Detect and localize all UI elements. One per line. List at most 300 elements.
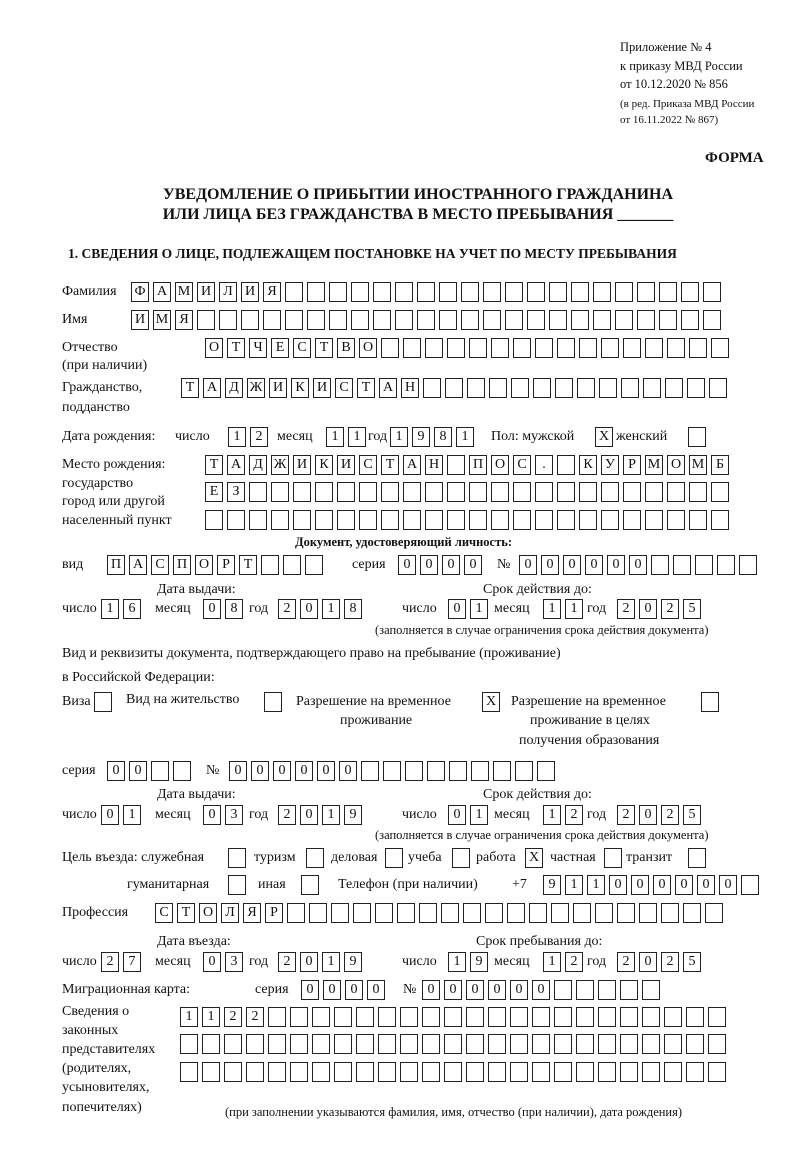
- char-cell[interactable]: И: [269, 378, 287, 398]
- char-cell[interactable]: [417, 310, 435, 330]
- char-cell[interactable]: 0: [444, 980, 462, 1000]
- char-cell[interactable]: [579, 482, 597, 502]
- char-cell[interactable]: [268, 1034, 286, 1054]
- id-kind-cells[interactable]: [107, 555, 323, 575]
- char-cell[interactable]: [447, 455, 465, 475]
- dob-year-cells[interactable]: [390, 427, 474, 447]
- char-cell[interactable]: 5: [683, 805, 701, 825]
- char-cell[interactable]: [577, 378, 595, 398]
- char-cell[interactable]: [637, 310, 655, 330]
- char-cell[interactable]: [667, 338, 685, 358]
- char-cell[interactable]: А: [129, 555, 147, 575]
- char-cell[interactable]: [511, 378, 529, 398]
- char-cell[interactable]: [601, 338, 619, 358]
- char-cell[interactable]: А: [227, 455, 245, 475]
- char-cell[interactable]: [532, 1062, 550, 1082]
- char-cell[interactable]: [94, 692, 112, 712]
- char-cell[interactable]: [709, 378, 727, 398]
- char-cell[interactable]: [576, 1007, 594, 1027]
- char-cell[interactable]: 1: [543, 952, 561, 972]
- char-cell[interactable]: [689, 510, 707, 530]
- char-cell[interactable]: Т: [177, 903, 195, 923]
- char-cell[interactable]: [665, 378, 683, 398]
- char-cell[interactable]: [667, 510, 685, 530]
- right-valid-day-cells[interactable]: [448, 805, 488, 825]
- char-cell[interactable]: 0: [510, 980, 528, 1000]
- id-number-cells[interactable]: [519, 555, 757, 575]
- char-cell[interactable]: [659, 282, 677, 302]
- char-cell[interactable]: [385, 848, 403, 868]
- char-cell[interactable]: О: [359, 338, 377, 358]
- char-cell[interactable]: [708, 1034, 726, 1054]
- char-cell[interactable]: [642, 1007, 660, 1027]
- char-cell[interactable]: [488, 1007, 506, 1027]
- char-cell[interactable]: 1: [448, 952, 466, 972]
- char-cell[interactable]: [554, 1034, 572, 1054]
- char-cell[interactable]: [447, 338, 465, 358]
- char-cell[interactable]: 0: [203, 805, 221, 825]
- char-cell[interactable]: Я: [243, 903, 261, 923]
- char-cell[interactable]: [510, 1034, 528, 1054]
- char-cell[interactable]: [447, 482, 465, 502]
- char-cell[interactable]: 0: [251, 761, 269, 781]
- char-cell[interactable]: [549, 282, 567, 302]
- char-cell[interactable]: 1: [322, 952, 340, 972]
- char-cell[interactable]: [334, 1007, 352, 1027]
- char-cell[interactable]: 0: [300, 952, 318, 972]
- entry-day-cells[interactable]: [101, 952, 141, 972]
- char-cell[interactable]: [620, 1007, 638, 1027]
- char-cell[interactable]: 0: [466, 980, 484, 1000]
- char-cell[interactable]: Т: [227, 338, 245, 358]
- char-cell[interactable]: П: [469, 455, 487, 475]
- char-cell[interactable]: [623, 510, 641, 530]
- char-cell[interactable]: К: [291, 378, 309, 398]
- char-cell[interactable]: [491, 338, 509, 358]
- char-cell[interactable]: [461, 310, 479, 330]
- char-cell[interactable]: 0: [442, 555, 460, 575]
- char-cell[interactable]: Б: [711, 455, 729, 475]
- char-cell[interactable]: [645, 482, 663, 502]
- char-cell[interactable]: 6: [123, 599, 141, 619]
- char-cell[interactable]: [312, 1007, 330, 1027]
- char-cell[interactable]: [271, 510, 289, 530]
- char-cell[interactable]: [469, 338, 487, 358]
- char-cell[interactable]: 1: [228, 427, 246, 447]
- char-cell[interactable]: [425, 510, 443, 530]
- char-cell[interactable]: 0: [420, 555, 438, 575]
- stay-month-cells[interactable]: [543, 952, 583, 972]
- char-cell[interactable]: А: [403, 455, 421, 475]
- id-valid-day-cells[interactable]: [448, 599, 488, 619]
- char-cell[interactable]: [664, 1062, 682, 1082]
- char-cell[interactable]: [452, 848, 470, 868]
- char-cell[interactable]: [681, 282, 699, 302]
- char-cell[interactable]: [573, 903, 591, 923]
- female-checkbox[interactable]: [688, 427, 706, 447]
- char-cell[interactable]: 0: [697, 875, 715, 895]
- char-cell[interactable]: [639, 903, 657, 923]
- char-cell[interactable]: [307, 282, 325, 302]
- char-cell[interactable]: Т: [381, 455, 399, 475]
- char-cell[interactable]: [688, 427, 706, 447]
- char-cell[interactable]: [329, 310, 347, 330]
- char-cell[interactable]: Ж: [271, 455, 289, 475]
- char-cell[interactable]: [555, 378, 573, 398]
- char-cell[interactable]: [378, 1062, 396, 1082]
- stay-year-cells[interactable]: [617, 952, 701, 972]
- purpose-official-checkbox[interactable]: [228, 848, 246, 868]
- char-cell[interactable]: [351, 310, 369, 330]
- char-cell[interactable]: Е: [205, 482, 223, 502]
- char-cell[interactable]: [197, 310, 215, 330]
- right-issue-day-cells[interactable]: [101, 805, 141, 825]
- char-cell[interactable]: [483, 282, 501, 302]
- char-cell[interactable]: 1: [202, 1007, 220, 1027]
- char-cell[interactable]: 2: [617, 599, 635, 619]
- char-cell[interactable]: [529, 903, 547, 923]
- char-cell[interactable]: [703, 282, 721, 302]
- char-cell[interactable]: [515, 761, 533, 781]
- char-cell[interactable]: 0: [129, 761, 147, 781]
- char-cell[interactable]: [527, 310, 545, 330]
- char-cell[interactable]: 9: [470, 952, 488, 972]
- char-cell[interactable]: [285, 282, 303, 302]
- char-cell[interactable]: [378, 1034, 396, 1054]
- char-cell[interactable]: 2: [278, 805, 296, 825]
- char-cell[interactable]: [375, 903, 393, 923]
- char-cell[interactable]: И: [293, 455, 311, 475]
- representatives-cells[interactable]: [180, 1062, 726, 1082]
- char-cell[interactable]: [701, 692, 719, 712]
- char-cell[interactable]: 3: [225, 805, 243, 825]
- char-cell[interactable]: 0: [609, 875, 627, 895]
- char-cell[interactable]: [645, 510, 663, 530]
- char-cell[interactable]: Н: [425, 455, 443, 475]
- char-cell[interactable]: [513, 338, 531, 358]
- char-cell[interactable]: [491, 510, 509, 530]
- char-cell[interactable]: [681, 310, 699, 330]
- char-cell[interactable]: 0: [631, 875, 649, 895]
- char-cell[interactable]: 0: [295, 761, 313, 781]
- char-cell[interactable]: [356, 1062, 374, 1082]
- char-cell[interactable]: 0: [300, 805, 318, 825]
- char-cell[interactable]: [290, 1062, 308, 1082]
- char-cell[interactable]: [315, 482, 333, 502]
- char-cell[interactable]: 0: [639, 805, 657, 825]
- char-cell[interactable]: [246, 1062, 264, 1082]
- char-cell[interactable]: 1: [565, 599, 583, 619]
- char-cell[interactable]: [445, 378, 463, 398]
- char-cell[interactable]: [642, 1062, 660, 1082]
- char-cell[interactable]: [686, 1007, 704, 1027]
- char-cell[interactable]: [422, 1062, 440, 1082]
- char-cell[interactable]: [461, 282, 479, 302]
- char-cell[interactable]: 2: [101, 952, 119, 972]
- char-cell[interactable]: [689, 482, 707, 502]
- char-cell[interactable]: [642, 980, 660, 1000]
- char-cell[interactable]: [373, 310, 391, 330]
- char-cell[interactable]: [615, 282, 633, 302]
- char-cell[interactable]: 0: [639, 599, 657, 619]
- char-cell[interactable]: Т: [205, 455, 223, 475]
- char-cell[interactable]: Л: [219, 282, 237, 302]
- char-cell[interactable]: [741, 875, 759, 895]
- char-cell[interactable]: 2: [565, 805, 583, 825]
- char-cell[interactable]: [687, 378, 705, 398]
- id-series-cells[interactable]: [398, 555, 482, 575]
- char-cell[interactable]: С: [359, 455, 377, 475]
- char-cell[interactable]: [202, 1034, 220, 1054]
- char-cell[interactable]: X: [525, 848, 543, 868]
- char-cell[interactable]: [505, 282, 523, 302]
- char-cell[interactable]: [595, 903, 613, 923]
- char-cell[interactable]: 0: [229, 761, 247, 781]
- char-cell[interactable]: О: [195, 555, 213, 575]
- char-cell[interactable]: [488, 1034, 506, 1054]
- char-cell[interactable]: 0: [532, 980, 550, 1000]
- char-cell[interactable]: 0: [719, 875, 737, 895]
- char-cell[interactable]: 0: [301, 980, 319, 1000]
- right-issue-month-cells[interactable]: [203, 805, 243, 825]
- birthplace-cells[interactable]: [205, 482, 729, 502]
- citizenship-cells[interactable]: [181, 378, 727, 398]
- char-cell[interactable]: [353, 903, 371, 923]
- char-cell[interactable]: [173, 761, 191, 781]
- char-cell[interactable]: 2: [661, 805, 679, 825]
- char-cell[interactable]: 0: [639, 952, 657, 972]
- char-cell[interactable]: [598, 1034, 616, 1054]
- char-cell[interactable]: С: [513, 455, 531, 475]
- char-cell[interactable]: А: [153, 282, 171, 302]
- char-cell[interactable]: [419, 903, 437, 923]
- char-cell[interactable]: Ж: [247, 378, 265, 398]
- char-cell[interactable]: [293, 510, 311, 530]
- char-cell[interactable]: 1: [180, 1007, 198, 1027]
- char-cell[interactable]: П: [173, 555, 191, 575]
- char-cell[interactable]: 1: [470, 599, 488, 619]
- char-cell[interactable]: [403, 510, 421, 530]
- char-cell[interactable]: 9: [344, 805, 362, 825]
- char-cell[interactable]: К: [315, 455, 333, 475]
- char-cell[interactable]: Т: [239, 555, 257, 575]
- char-cell[interactable]: [471, 761, 489, 781]
- char-cell[interactable]: [527, 282, 545, 302]
- char-cell[interactable]: 0: [448, 805, 466, 825]
- char-cell[interactable]: [381, 338, 399, 358]
- char-cell[interactable]: С: [151, 555, 169, 575]
- char-cell[interactable]: [621, 378, 639, 398]
- representatives-cells[interactable]: [180, 1034, 726, 1054]
- char-cell[interactable]: [576, 980, 594, 1000]
- char-cell[interactable]: 0: [203, 599, 221, 619]
- char-cell[interactable]: 0: [464, 555, 482, 575]
- id-issue-year-cells[interactable]: [278, 599, 362, 619]
- char-cell[interactable]: Я: [175, 310, 193, 330]
- char-cell[interactable]: 2: [617, 952, 635, 972]
- char-cell[interactable]: [356, 1034, 374, 1054]
- char-cell[interactable]: 0: [448, 599, 466, 619]
- char-cell[interactable]: [664, 1034, 682, 1054]
- char-cell[interactable]: [601, 482, 619, 502]
- char-cell[interactable]: З: [227, 482, 245, 502]
- char-cell[interactable]: [686, 1034, 704, 1054]
- char-cell[interactable]: [554, 1007, 572, 1027]
- char-cell[interactable]: И: [131, 310, 149, 330]
- char-cell[interactable]: 0: [367, 980, 385, 1000]
- char-cell[interactable]: [425, 338, 443, 358]
- char-cell[interactable]: 1: [543, 805, 561, 825]
- char-cell[interactable]: И: [313, 378, 331, 398]
- char-cell[interactable]: [711, 482, 729, 502]
- char-cell[interactable]: 8: [344, 599, 362, 619]
- char-cell[interactable]: [711, 510, 729, 530]
- char-cell[interactable]: Е: [271, 338, 289, 358]
- char-cell[interactable]: X: [482, 692, 500, 712]
- char-cell[interactable]: [513, 482, 531, 502]
- right-valid-month-cells[interactable]: [543, 805, 583, 825]
- char-cell[interactable]: [383, 761, 401, 781]
- char-cell[interactable]: 0: [607, 555, 625, 575]
- char-cell[interactable]: [637, 282, 655, 302]
- char-cell[interactable]: [604, 848, 622, 868]
- char-cell[interactable]: С: [155, 903, 173, 923]
- char-cell[interactable]: [151, 761, 169, 781]
- profession-cells[interactable]: [155, 903, 723, 923]
- char-cell[interactable]: 0: [422, 980, 440, 1000]
- char-cell[interactable]: М: [689, 455, 707, 475]
- char-cell[interactable]: [417, 282, 435, 302]
- char-cell[interactable]: [271, 482, 289, 502]
- id-issue-day-cells[interactable]: [101, 599, 141, 619]
- char-cell[interactable]: [224, 1034, 242, 1054]
- char-cell[interactable]: [463, 903, 481, 923]
- char-cell[interactable]: [283, 555, 301, 575]
- char-cell[interactable]: [642, 1034, 660, 1054]
- char-cell[interactable]: А: [203, 378, 221, 398]
- char-cell[interactable]: Ф: [131, 282, 149, 302]
- char-cell[interactable]: 0: [488, 980, 506, 1000]
- char-cell[interactable]: [532, 1034, 550, 1054]
- char-cell[interactable]: Д: [249, 455, 267, 475]
- char-cell[interactable]: [241, 310, 259, 330]
- right-series-cells[interactable]: [107, 761, 191, 781]
- char-cell[interactable]: С: [335, 378, 353, 398]
- char-cell[interactable]: [554, 1062, 572, 1082]
- char-cell[interactable]: [395, 310, 413, 330]
- migration-number-cells[interactable]: [422, 980, 660, 1000]
- char-cell[interactable]: [361, 761, 379, 781]
- char-cell[interactable]: [290, 1007, 308, 1027]
- char-cell[interactable]: 3: [225, 952, 243, 972]
- char-cell[interactable]: [579, 338, 597, 358]
- char-cell[interactable]: Т: [181, 378, 199, 398]
- char-cell[interactable]: [485, 903, 503, 923]
- char-cell[interactable]: М: [175, 282, 193, 302]
- char-cell[interactable]: 8: [225, 599, 243, 619]
- dob-day-cells[interactable]: [228, 427, 268, 447]
- purpose-work-checkbox[interactable]: [525, 848, 543, 868]
- char-cell[interactable]: [620, 1062, 638, 1082]
- char-cell[interactable]: [598, 1062, 616, 1082]
- char-cell[interactable]: [395, 282, 413, 302]
- purpose-study-checkbox[interactable]: [452, 848, 470, 868]
- char-cell[interactable]: [489, 378, 507, 398]
- char-cell[interactable]: 0: [300, 599, 318, 619]
- char-cell[interactable]: [557, 510, 575, 530]
- char-cell[interactable]: [599, 378, 617, 398]
- char-cell[interactable]: 1: [123, 805, 141, 825]
- char-cell[interactable]: [703, 310, 721, 330]
- char-cell[interactable]: В: [337, 338, 355, 358]
- char-cell[interactable]: [535, 338, 553, 358]
- char-cell[interactable]: [659, 310, 677, 330]
- right-number-cells[interactable]: [229, 761, 555, 781]
- char-cell[interactable]: И: [197, 282, 215, 302]
- char-cell[interactable]: [444, 1034, 462, 1054]
- char-cell[interactable]: 1: [322, 805, 340, 825]
- dob-month-cells[interactable]: [326, 427, 366, 447]
- char-cell[interactable]: [444, 1062, 462, 1082]
- char-cell[interactable]: [593, 310, 611, 330]
- char-cell[interactable]: 9: [543, 875, 561, 895]
- char-cell[interactable]: [579, 510, 597, 530]
- char-cell[interactable]: 2: [661, 952, 679, 972]
- char-cell[interactable]: [309, 903, 327, 923]
- char-cell[interactable]: [711, 338, 729, 358]
- visa-checkbox[interactable]: [94, 692, 112, 712]
- right-valid-year-cells[interactable]: [617, 805, 701, 825]
- char-cell[interactable]: 0: [107, 761, 125, 781]
- char-cell[interactable]: [717, 555, 735, 575]
- migration-series-cells[interactable]: [301, 980, 385, 1000]
- char-cell[interactable]: О: [205, 338, 223, 358]
- char-cell[interactable]: [557, 455, 575, 475]
- char-cell[interactable]: [535, 482, 553, 502]
- char-cell[interactable]: [228, 875, 246, 895]
- char-cell[interactable]: [617, 903, 635, 923]
- char-cell[interactable]: 0: [541, 555, 559, 575]
- char-cell[interactable]: [598, 980, 616, 1000]
- char-cell[interactable]: [466, 1062, 484, 1082]
- char-cell[interactable]: [469, 482, 487, 502]
- id-valid-month-cells[interactable]: [543, 599, 583, 619]
- purpose-transit-checkbox[interactable]: [688, 848, 706, 868]
- char-cell[interactable]: М: [645, 455, 663, 475]
- char-cell[interactable]: Н: [401, 378, 419, 398]
- char-cell[interactable]: 1: [101, 599, 119, 619]
- char-cell[interactable]: [397, 903, 415, 923]
- char-cell[interactable]: А: [379, 378, 397, 398]
- char-cell[interactable]: [351, 282, 369, 302]
- birthplace-cells[interactable]: [205, 510, 729, 530]
- purpose-business-checkbox[interactable]: [385, 848, 403, 868]
- char-cell[interactable]: [491, 482, 509, 502]
- char-cell[interactable]: 0: [101, 805, 119, 825]
- char-cell[interactable]: [598, 1007, 616, 1027]
- char-cell[interactable]: 9: [344, 952, 362, 972]
- male-checkbox[interactable]: [595, 427, 613, 447]
- char-cell[interactable]: [688, 848, 706, 868]
- right-issue-year-cells[interactable]: [278, 805, 362, 825]
- char-cell[interactable]: 0: [273, 761, 291, 781]
- char-cell[interactable]: [507, 903, 525, 923]
- char-cell[interactable]: [505, 310, 523, 330]
- char-cell[interactable]: Л: [221, 903, 239, 923]
- char-cell[interactable]: [381, 510, 399, 530]
- char-cell[interactable]: [593, 282, 611, 302]
- char-cell[interactable]: У: [601, 455, 619, 475]
